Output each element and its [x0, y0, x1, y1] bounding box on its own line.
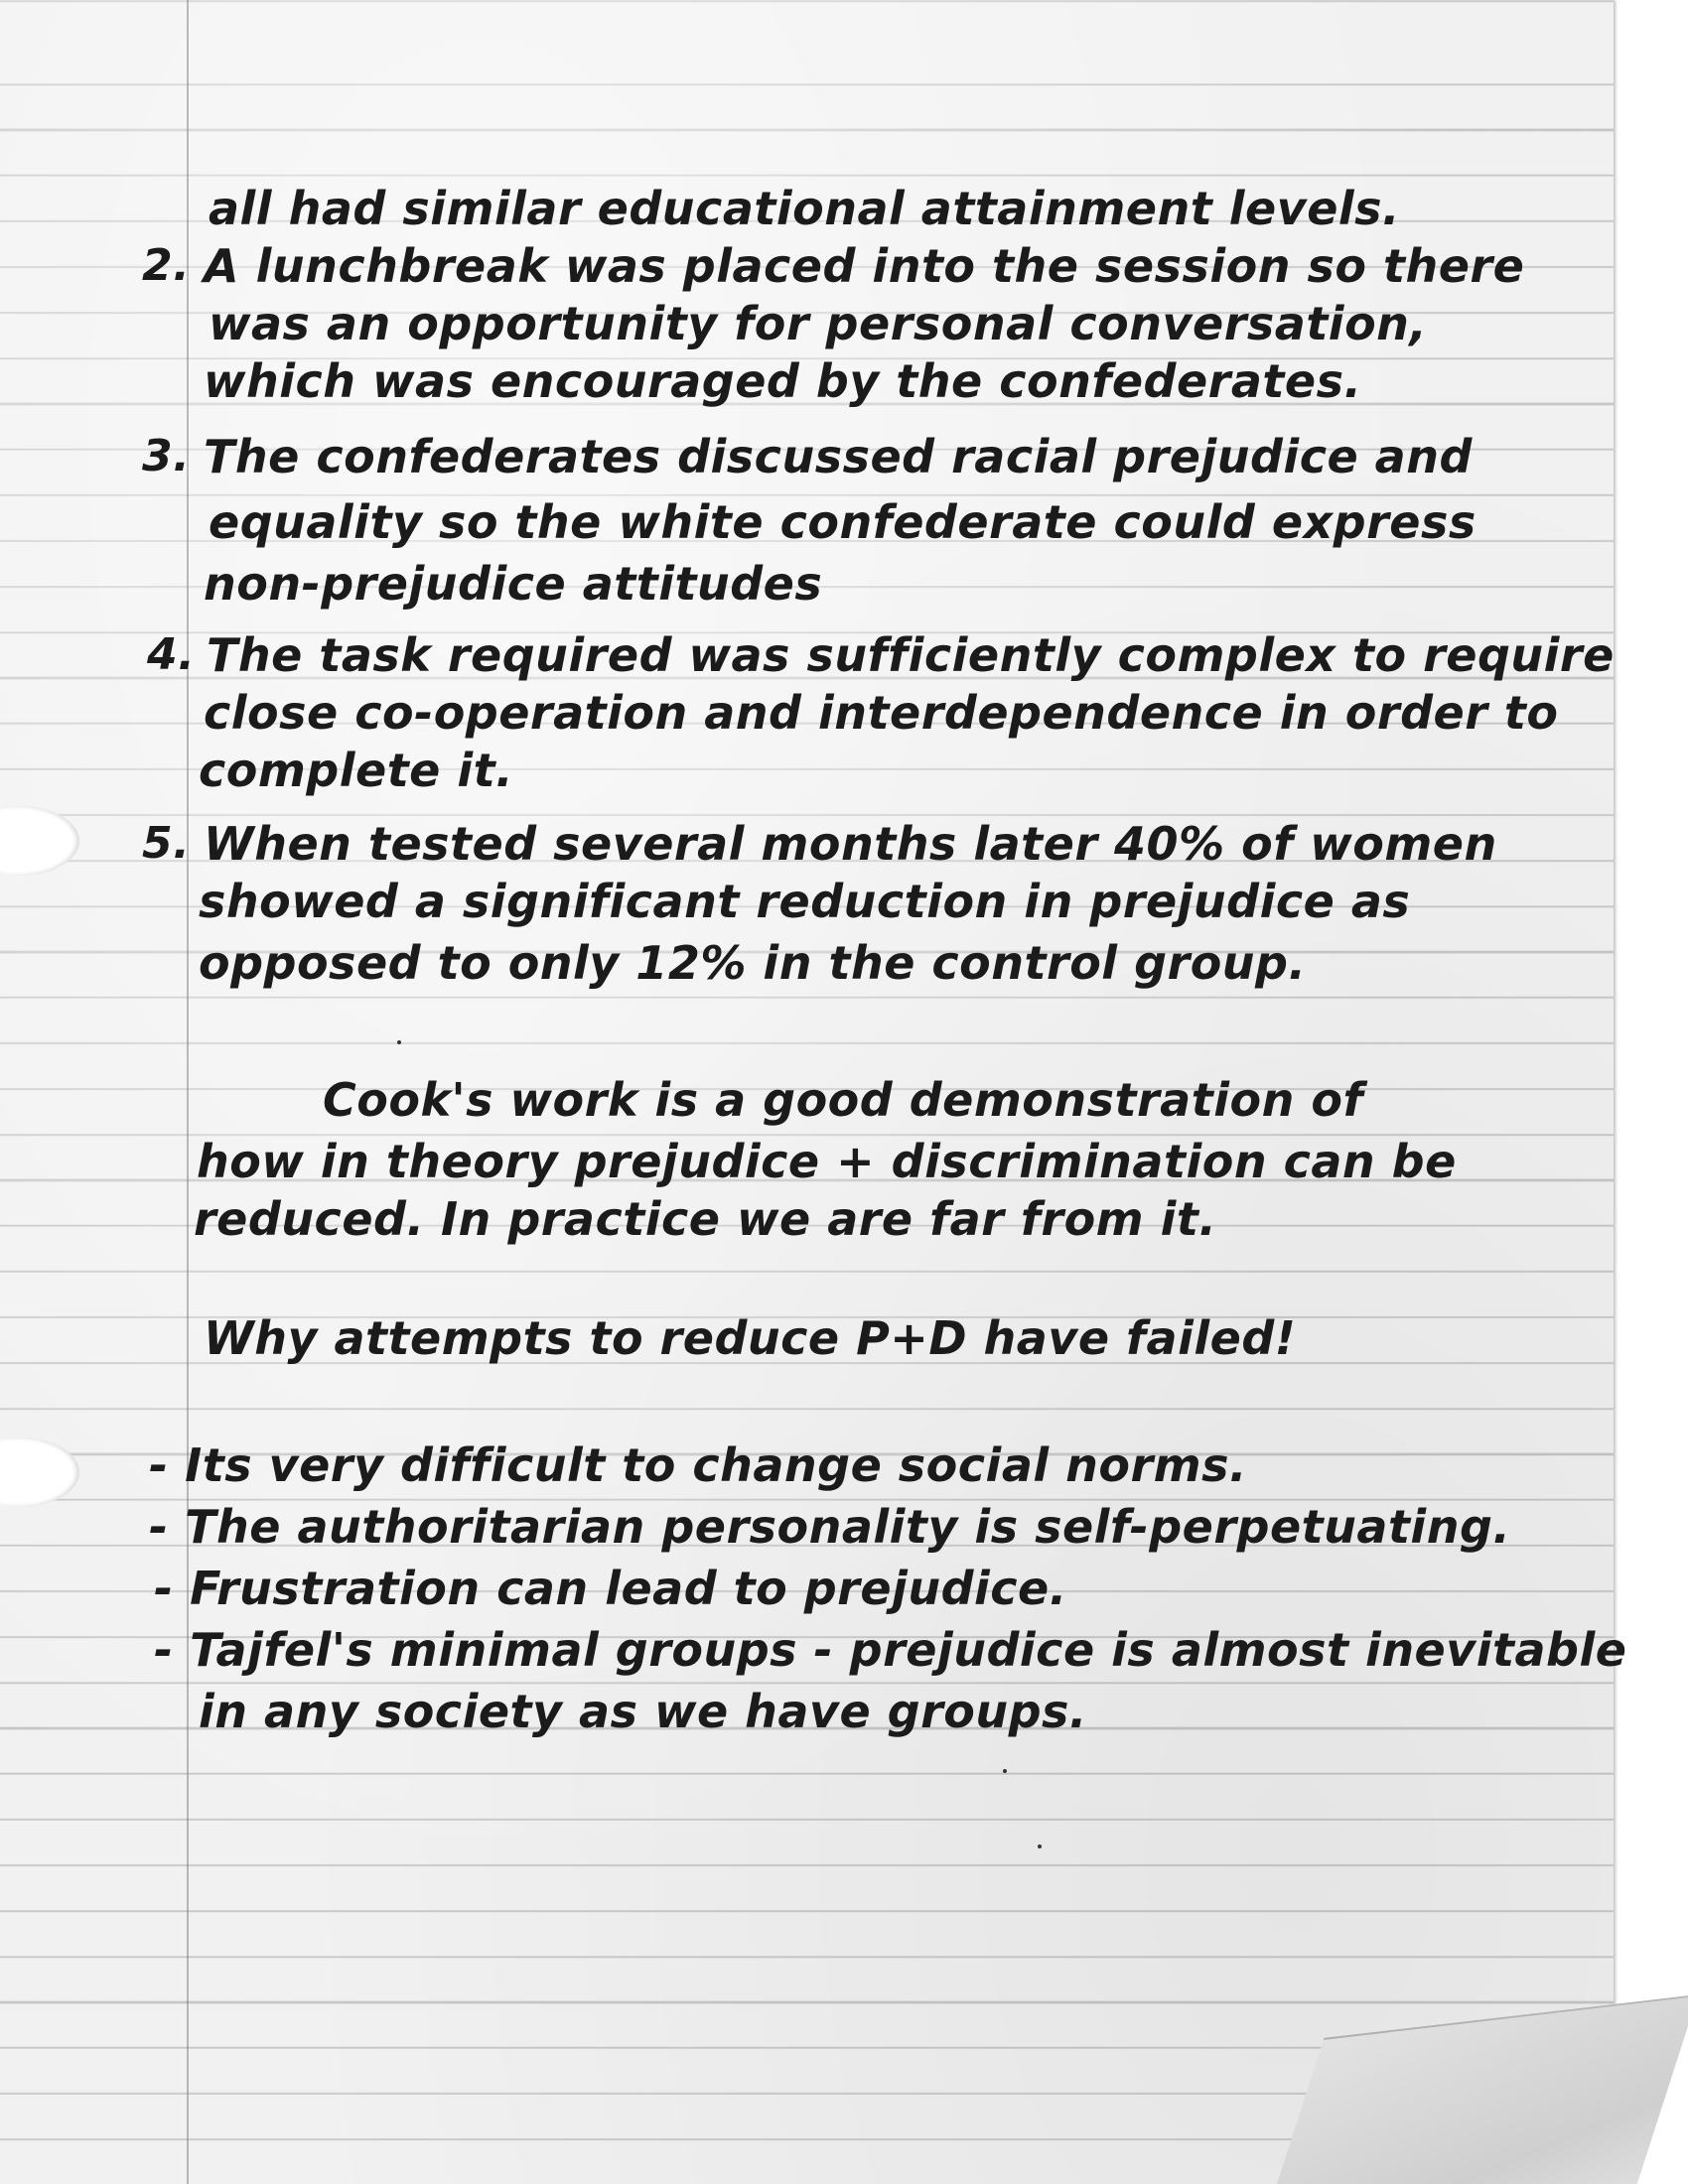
bullet-item: - The authoritarian personality is self-perpetuating.: [149, 1500, 1511, 1554]
handwritten-line: Cook's work is a good demonstration of: [323, 1073, 1363, 1127]
ink-speck: [1003, 1769, 1007, 1773]
list-number: 2.: [142, 240, 191, 291]
ink-speck: [1038, 1844, 1042, 1848]
list-number: 4.: [147, 629, 196, 680]
handwritten-line: was an opportunity for personal conversation,: [209, 297, 1428, 350]
handwritten-line: which was encouraged by the confederates.: [204, 354, 1362, 408]
handwritten-line: close co-operation and interdependence in order to: [204, 686, 1559, 740]
handwritten-line: reduced. In practice we are far from it.: [194, 1192, 1217, 1246]
punch-hole: [0, 1437, 79, 1507]
margin-line: [187, 0, 189, 2184]
bullet-item: - Tajfel's minimal groups - prejudice is almost inevitable: [154, 1623, 1627, 1677]
handwritten-line: opposed to only 12% in the control group.: [199, 936, 1307, 990]
list-number: 3.: [142, 431, 191, 481]
handwritten-line: When tested several months later 40% of women: [204, 817, 1497, 871]
bullet-item-continuation: in any society as we have groups.: [199, 1685, 1087, 1738]
punch-hole: [0, 806, 79, 876]
handwritten-line: The task required was sufficiently complex to require: [207, 628, 1615, 682]
handwritten-line: complete it.: [199, 744, 514, 797]
list-number: 5.: [142, 818, 191, 869]
handwritten-line: non-prejudice attitudes: [204, 557, 823, 611]
folded-corner: [1241, 1994, 1688, 2184]
bullet-item: - Its very difficult to change social norms.: [149, 1438, 1247, 1492]
handwritten-line: showed a significant reduction in prejudice as: [199, 875, 1411, 928]
handwritten-line: equality so the white confederate could express: [209, 495, 1477, 549]
bullet-item: - Frustration can lead to prejudice.: [154, 1562, 1067, 1615]
section-heading: Why attempts to reduce P+D have failed!: [204, 1311, 1297, 1365]
ink-speck: [397, 1040, 401, 1044]
handwritten-line: The confederates discussed racial prejudice and: [204, 430, 1473, 483]
handwritten-line: all had similar educational attainment levels.: [209, 182, 1401, 235]
handwritten-line: A lunchbreak was placed into the session so there: [204, 239, 1525, 293]
handwritten-line: how in theory prejudice + discrimination can be: [197, 1135, 1457, 1188]
